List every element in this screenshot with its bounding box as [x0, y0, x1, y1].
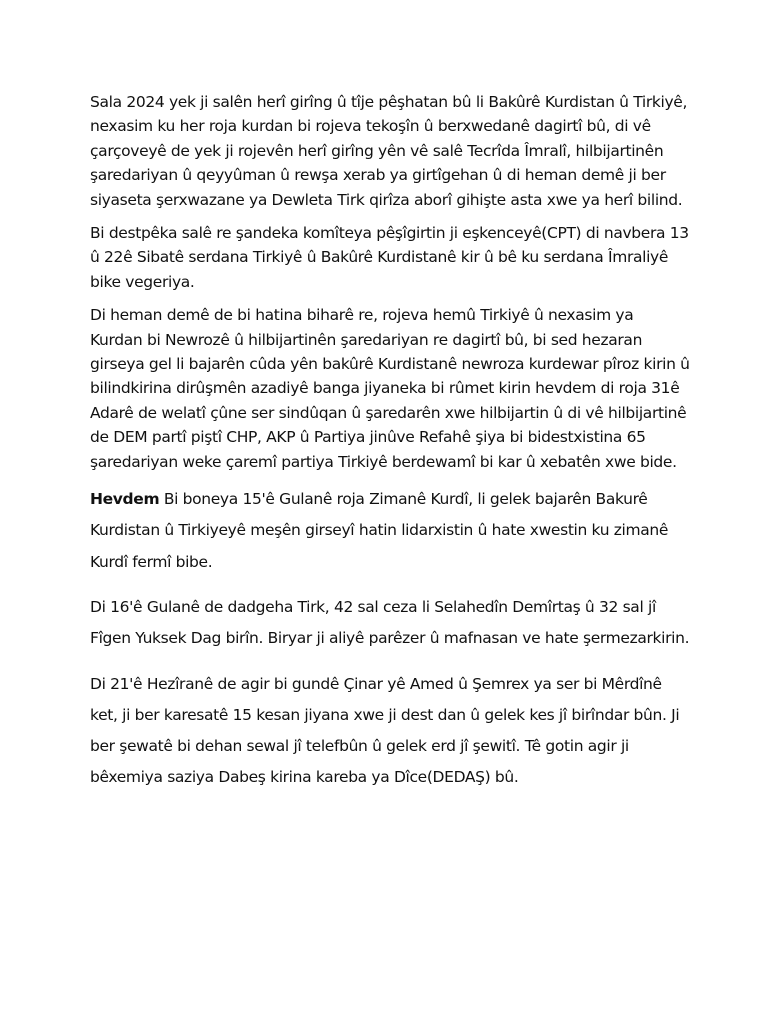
paragraph-5: Di 16'ê Gulanê de dadgeha Tirk, 42 sal ceza li Selahedîn Demîrtaş û 32 sal jî Fîgen Yuksek Dag birîn. Biryar ji aliyê parêzer û mafnasan ve hate şermezarkirin.: [90, 597, 690, 648]
paragraph-4-text: Bi boneya 15'ê Gulanê roja Zimanê Kurdî, li gelek bajarên Bakurê Kurdistan û Tirkiyeyê meşên girseyî hatin lidarxistin û hate xwestin ku zimanê Kurdî fermî bibe.: [90, 490, 669, 571]
paragraph-2: Bi destpêka salê re şandeka komîteya pêşîgirtin ji eşkenceyê(CPT) di navbera 13 û 22ê Sibatê serdana Tirkiyê û Bakûrê Kurdistanê kir û bê ku serdana Îmraliyê bike vegeriya.: [90, 224, 689, 291]
paragraph-4-lead: Hevdem: [90, 490, 160, 509]
paragraph-1: Sala 2024 yek ji salên herî girîng û tîje pêşhatan bû li Bakûrê Kurdistan û Tirkiyê, nexasim ku her roja kurdan bi rojeva tekoşîn û berxwedanê dagirtî bû, di vê çarçoveyê de yek ji rojevên herî girîng yên vê salê Tecrîda Îmralî, hilbijartinên şaredariyan û qeyyûman û rewşa xerab ya girtîgehan û di heman demê ji ber siyaseta şerxwazane ya Dewleta Tirk qirîza aborî gihişte asta xwe ya herî bilind.: [90, 93, 688, 209]
paragraph-4: [90, 484, 690, 578]
document-body: [90, 90, 690, 794]
paragraph-3: Di heman demê de bi hatina biharê re, rojeva hemû Tirkiyê û nexasim ya Kurdan bi Newrozê û hilbijartinên şaredariyan re dagirtî bû, bi sed hezaran girseya gel li bajarên cûda yên bakûrê Kurdistanê newroza kurdewar pîroz kirin û bilindkirina dirûşmên azadiyê banga jiyaneka bi rûmet kirin hevdem di roja 31ê Adarê de welatî çûne ser sindûqan û şaredarên xwe hilbijartin û di vê hilbijartinê de DEM partî piştî CHP, AKP û Partiya jinûve Refahê şiya bi bidestxistina 65 şaredariyan weke çaremî partiya Tirkiyê berdewamî bi kar û xebatên xwe bide.: [90, 306, 690, 471]
paragraph-6: Di 21'ê Hezîranê de agir bi gundê Çinar yê Amed û Şemrex ya ser bi Mêrdînê ket, ji ber karesatê 15 kesan jiyana xwe ji dest dan û gelek kes jî birîndar bûn. Ji ber şewatê bi dehan sewal jî telefbûn û gelek erd jî şewitî. Tê gotin agir ji bêxemiya saziya Dabeş kirina kareba ya Dîce(DEDAŞ) bû.: [90, 674, 680, 787]
